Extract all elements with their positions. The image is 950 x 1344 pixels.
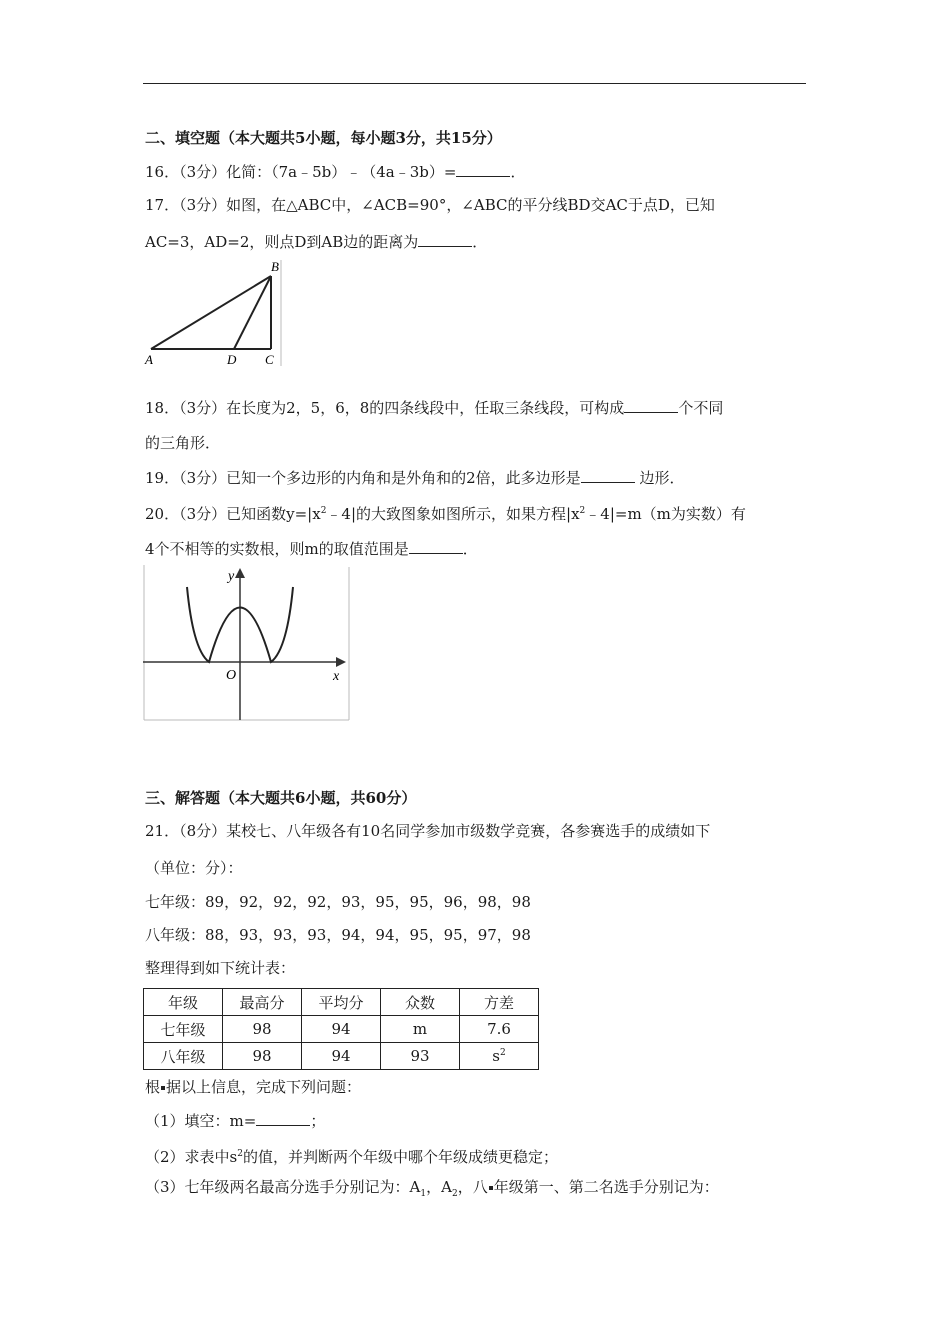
cell: 94 — [302, 1016, 381, 1043]
table-row — [144, 1043, 539, 1070]
q20-end: ． — [462, 540, 478, 558]
label-c: C — [265, 352, 274, 367]
cell: 7.6 — [460, 1016, 539, 1043]
grade7-scores: 七年级：89，92，92，92，93，95，95，96，98，98 — [145, 893, 531, 911]
q17-answer-blank[interactable] — [418, 232, 472, 247]
y-axis-arrow — [235, 568, 245, 578]
q18-text-post: 个不同 — [678, 399, 724, 417]
q20-text: 4个不相等的实数根，则m的取值范围是 — [145, 540, 409, 558]
question-18-line-2: 的三角形． — [145, 434, 221, 452]
q20-text-b: ﹣4|的大致图象如图所示，如果方程|x — [326, 505, 580, 523]
variance-square: 2 — [499, 1048, 506, 1058]
label-y: y — [228, 569, 235, 584]
question-20-line-1 — [145, 501, 746, 524]
label-b: B — [271, 259, 279, 274]
q20-square-1: 2 — [320, 506, 327, 516]
part-1-end: ； — [310, 1112, 326, 1130]
after-text-a: 根 — [145, 1078, 161, 1096]
q17-end: ． — [472, 233, 488, 251]
q20-text-a: 20．（3分）已知函数y=|x — [145, 505, 321, 523]
table-intro: 整理得到如下统计表： — [145, 959, 296, 977]
cell: 98 — [223, 1043, 302, 1070]
stray-mark — [161, 1086, 165, 1090]
part-1-text: （1）填空：m= — [145, 1112, 257, 1130]
header-grade: 年级 — [144, 989, 223, 1016]
question-19 — [145, 468, 684, 488]
section-3-heading: 三、解答题（本大题共6小题，共60分） — [145, 789, 417, 807]
label-a: A — [145, 352, 153, 367]
cell: 八年级 — [144, 1043, 223, 1070]
triangle-figure — [143, 258, 288, 370]
header-rule — [143, 83, 806, 84]
part-2-text-a: （2）求表中s — [145, 1148, 238, 1166]
cell-variance — [460, 1043, 539, 1070]
q16-text: 16．（3分）化简：（7a﹣5b）﹣（4a﹣3b）= — [145, 163, 457, 181]
part-1 — [145, 1111, 325, 1131]
part-1-answer-blank[interactable] — [256, 1111, 310, 1126]
q17-text: AC=3，AD=2，则点D到AB边的距离为 — [145, 233, 419, 251]
part-3 — [145, 1177, 719, 1204]
q18-answer-blank[interactable] — [624, 398, 678, 413]
question-21-line-1: 21．（8分）某校七、八年级各有10名同学参加市级数学竞赛，各参赛选手的成绩如下 — [145, 822, 711, 840]
instructions-line — [145, 1077, 361, 1097]
label-d: D — [227, 352, 237, 367]
cell: 94 — [302, 1043, 381, 1070]
table-header-row — [144, 989, 539, 1016]
cell: 七年级 — [144, 1016, 223, 1043]
q16-end: ． — [510, 163, 526, 181]
q19-text: 19．（3分）已知一个多边形的内角和是外角和的2倍，此多边形是 — [145, 469, 581, 487]
label-x: x — [333, 669, 340, 684]
question-18-line-1 — [145, 398, 723, 418]
function-graph-figure — [143, 565, 353, 723]
part-3-text-b: ，八 — [457, 1178, 488, 1196]
statistics-table — [143, 988, 539, 1070]
q20-answer-blank[interactable] — [409, 539, 463, 554]
q20-text-c: ﹣4|=m（m为实数）有 — [585, 505, 746, 523]
q16-answer-blank[interactable] — [456, 162, 510, 177]
variance-symbol: s — [492, 1047, 500, 1065]
part-2 — [145, 1144, 558, 1167]
question-17-line-1: 17．（3分）如图，在△ABC中，∠ACB=90°，∠ABC的平分线BD交AC于点D，已知 — [145, 196, 715, 214]
question-16 — [145, 162, 525, 182]
q19-text-post: 边形． — [634, 469, 685, 487]
question-17-line-2 — [145, 232, 487, 252]
part-3-text-a: （3）七年级两名最高分选手分别记为：A — [145, 1178, 421, 1196]
part-3-sub-2: 2 — [451, 1189, 458, 1199]
header-variance: 方差 — [460, 989, 539, 1016]
q20-square-2: 2 — [579, 506, 586, 516]
x-axis-arrow — [336, 657, 346, 667]
table-row — [144, 1016, 539, 1043]
after-text-b: 据以上信息，完成下列问题： — [166, 1078, 362, 1096]
part-3-sub-1: 1 — [420, 1189, 427, 1199]
question-20-line-2 — [145, 539, 478, 559]
part-2-text-b: 的值，并判断两个年级中哪个年级成绩更稳定； — [242, 1148, 558, 1166]
header-mean: 平均分 — [302, 989, 381, 1016]
part-3-text-c: 年级第一、第二名选手分别记为： — [493, 1178, 719, 1196]
section-2-heading: 二、填空题（本大题共5小题，每小题3分，共15分） — [145, 129, 502, 147]
header-mode: 众数 — [381, 989, 460, 1016]
cell: 98 — [223, 1016, 302, 1043]
cell: 93 — [381, 1043, 460, 1070]
q19-answer-blank[interactable] — [581, 468, 635, 483]
part-2-square: 2 — [237, 1149, 243, 1159]
stray-mark — [489, 1186, 493, 1190]
label-origin: O — [226, 668, 237, 683]
cell: m — [381, 1016, 460, 1043]
part-3-text-mid: ，A — [426, 1178, 452, 1196]
grade8-scores: 八年级：88，93，93，93，94，94，95，95，97，98 — [145, 926, 531, 944]
header-max: 最高分 — [223, 989, 302, 1016]
q18-text: 18．（3分）在长度为2，5，6，8的四条线段中，任取三条线段，可构成 — [145, 399, 625, 417]
question-21-line-2: （单位：分）： — [145, 859, 243, 877]
